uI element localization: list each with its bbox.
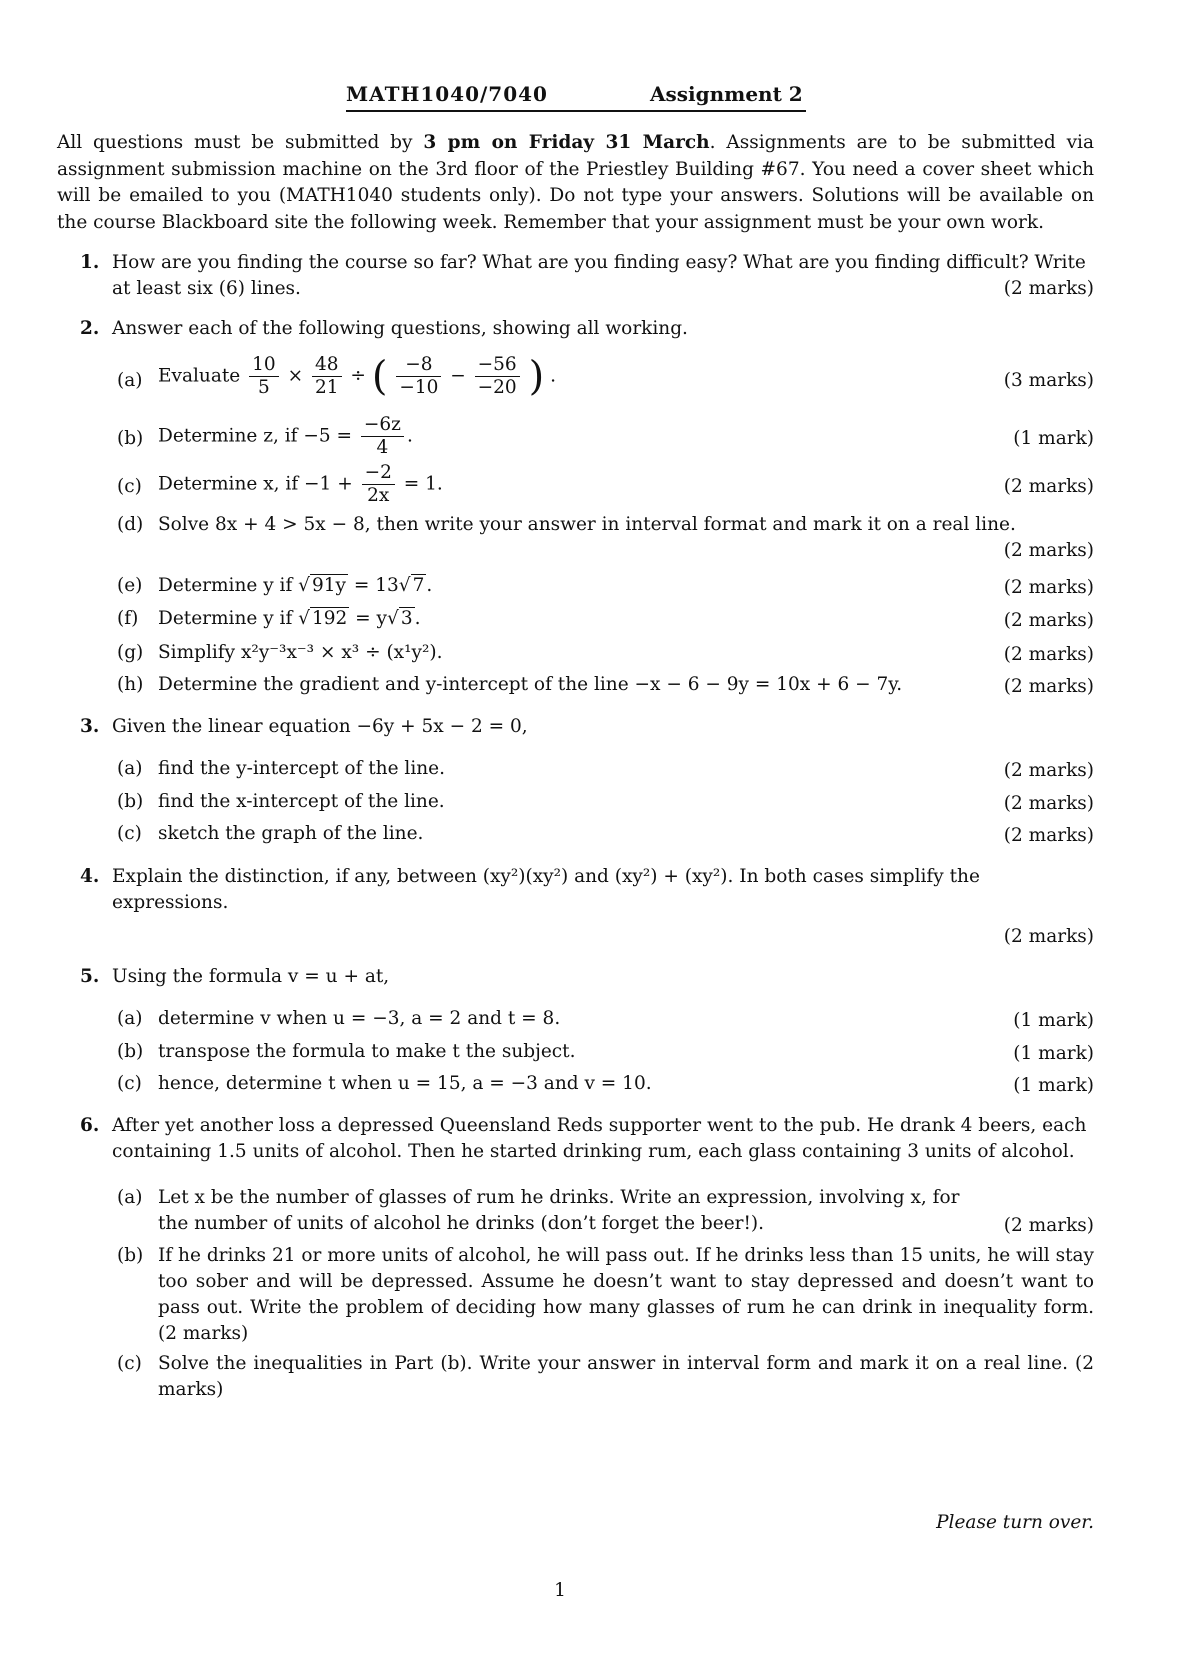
question-text: Explain the distinction, if any, between (xy²)(xy²) and (xy²) + (xy²). In both cases simplify the expressions. [112, 866, 980, 913]
page-header [346, 80, 806, 112]
marks: (2 marks) [1003, 1215, 1094, 1236]
marks: (2 marks) [1003, 760, 1094, 781]
part-text: find the x-intercept of the line. [158, 791, 445, 812]
marks: (2 marks) [1003, 476, 1094, 497]
part-text: Evaluate [158, 365, 241, 387]
marks: (2 marks) [1003, 926, 1094, 947]
question-text: Using the formula v = u + at, [112, 966, 390, 987]
part-text: Solve 8x + 4 > 5x − 8, then write your answer in interval format and mark it on a real line. [158, 514, 1016, 535]
marks: (2 marks) [1003, 278, 1094, 299]
q3-part-b [117, 789, 1094, 817]
part-label: (b) [117, 428, 144, 449]
part-text: Simplify x²y⁻³x⁻³ × x³ ÷ (x¹y²). [158, 642, 443, 663]
question-2 [80, 316, 1094, 342]
q6-part-c [117, 1351, 1094, 1403]
q2-part-a: (a) Evaluate $\frac{10}{5}$ × $\frac{48}{21}$ ÷ ( $\frac{-8}{-10}$ − $\frac{-56}{-20}$ ) . (3 marks) [117, 353, 1094, 400]
part-label: (c) [117, 823, 142, 844]
part-text: hence, determine t when u = 15, a = −3 and v = 10. [158, 1073, 652, 1094]
part-label: (d) [117, 514, 144, 535]
marks: (2 marks) [1003, 825, 1094, 846]
intro-text-2: . Assignments are to be submitted via assignment submission machine on the 3rd floor of the Priestley Building #67. You need a cover sheet which will be emailed to you (MATH1040 students only). Do not type your answers. Solutions will be available on the course Blackboard site the following week. Remember that your assignment must be your own work. [57, 132, 1094, 233]
part-text: Determine y if √ [158, 575, 310, 596]
marks: (2 marks) [1003, 644, 1094, 665]
part-label: (c) [117, 1073, 142, 1094]
part-label: (a) [117, 1008, 143, 1029]
part-label: (a) [117, 758, 143, 779]
part-label: (h) [117, 674, 144, 695]
question-6 [80, 1113, 1094, 1165]
part-text: Determine x, if −1 + [158, 473, 353, 495]
part-label: (g) [117, 642, 144, 663]
part-label: (c) [117, 476, 142, 497]
part-text: Determine the gradient and y-intercept of the line −x − 6 − 9y = 10x + 6 − 7y. [158, 674, 903, 695]
question-number: 6. [80, 1115, 100, 1136]
marks: (1 mark) [1013, 1075, 1094, 1096]
question-number: 3. [80, 716, 100, 737]
question-text: Answer each of the following questions, showing all working. [112, 318, 688, 339]
marks: (1 mark) [1013, 1043, 1094, 1064]
assignment-title: Assignment 2 [650, 82, 803, 106]
q2-part-c: (c) Determine x, if −1 + $\frac{-2}{2x}$ = 1. (2 marks) [117, 462, 1094, 506]
q3-part-a [117, 756, 1094, 784]
q2-part-e: (e) Determine y if √ 91y = 13√ 7 . (2 marks) [117, 573, 1094, 601]
part-label: (a) [117, 370, 143, 391]
marks: (2 marks) [1003, 540, 1094, 561]
part-text: Determine y if √ [158, 608, 310, 629]
q2-part-g [117, 640, 1094, 668]
course-code: MATH1040/7040 [346, 82, 548, 106]
part-label: (c) [117, 1353, 142, 1374]
q6-part-a [117, 1185, 1094, 1239]
question-number: 1. [80, 252, 100, 273]
question-number: 4. [80, 866, 100, 887]
part-text: sketch the graph of the line. [158, 823, 424, 844]
question-text: After yet another loss a depressed Queensland Reds supporter went to the pub. He drank 4 beers, each containing 1.5 units of alcohol. Then he started drinking rum, each glass containing 3 units of alcohol. [112, 1115, 1087, 1162]
part-text: Determine z, if −5 = [158, 425, 353, 447]
fraction: $\frac{10}{5}$ [249, 354, 279, 399]
fraction: $\frac{-56}{-20}$ [475, 354, 520, 399]
page-number: 1 [554, 1580, 566, 1601]
part-label: (b) [117, 1245, 144, 1266]
q2-part-f: (f) Determine y if √ 192 = y√ 3 . (2 marks) [117, 606, 1094, 634]
marks: (1 mark) [1013, 1010, 1094, 1031]
part-text: If he drinks 21 or more units of alcohol, he will pass out. If he drinks less than 15 units, he will stay too sober and will be depressed. Assume he doesn’t want to stay depressed and doesn’t want to pass out. Write the problem of deciding how many glasses of rum he can drink in inequality form. (2 marks) [158, 1245, 1094, 1344]
q2-part-h [117, 672, 1094, 700]
marks: (2 marks) [1003, 577, 1094, 598]
question-5 [80, 964, 1094, 990]
fraction: $\frac{-2}{2x}$ [362, 462, 395, 507]
part-text: transpose the formula to make t the subject. [158, 1041, 576, 1062]
q5-part-c [117, 1071, 1094, 1099]
marks: (2 marks) [1003, 610, 1094, 631]
fraction: $\frac{-8}{-10}$ [396, 354, 441, 399]
q3-part-c [117, 821, 1094, 849]
part-label: (b) [117, 791, 144, 812]
q5-part-a [117, 1006, 1094, 1034]
part-text: determine v when u = −3, a = 2 and t = 8. [158, 1008, 561, 1029]
q2-part-d [117, 512, 1094, 564]
fraction: $\frac{48}{21}$ [312, 354, 342, 399]
question-number: 2. [80, 318, 100, 339]
part-label: (e) [117, 575, 143, 596]
part-label: (f) [117, 608, 139, 629]
part-label: (b) [117, 1041, 144, 1062]
question-3 [80, 714, 1094, 740]
question-4 [80, 864, 1094, 950]
marks: (1 mark) [1013, 428, 1094, 449]
part-text: find the y-intercept of the line. [158, 758, 446, 779]
part-text: Let x be the number of glasses of rum he drinks. Write an expression, involving x, for the number of units of alcohol he drinks (don’t forget the beer!). [158, 1187, 960, 1234]
q6-part-b [117, 1243, 1094, 1347]
part-text: Solve the inequalities in Part (b). Write your answer in interval form and mark it on a real line. (2 marks) [158, 1353, 1094, 1400]
question-text: Given the linear equation −6y + 5x − 2 = 0, [112, 716, 528, 737]
fraction: $\frac{-6z}{4}$ [361, 414, 404, 459]
marks: (2 marks) [1003, 793, 1094, 814]
marks: (3 marks) [1003, 370, 1094, 391]
instructions-paragraph [57, 130, 1094, 236]
question-text: How are you finding the course so far? What are you finding easy? What are you finding difficult? Write at least six (6) lines. [112, 252, 1086, 299]
intro-text-1: All questions must be submitted by [57, 132, 424, 153]
part-label: (a) [117, 1187, 143, 1208]
q2-part-b: (b) Determine z, if −5 = $\frac{-6z}{4}$ . (1 mark) [117, 414, 1094, 458]
marks: (2 marks) [1003, 676, 1094, 697]
deadline: 3 pm on Friday 31 March [423, 132, 710, 153]
turn-over-note: Please turn over. [936, 1512, 1094, 1533]
question-1 [80, 250, 1094, 302]
question-number: 5. [80, 966, 100, 987]
q5-part-b [117, 1039, 1094, 1067]
